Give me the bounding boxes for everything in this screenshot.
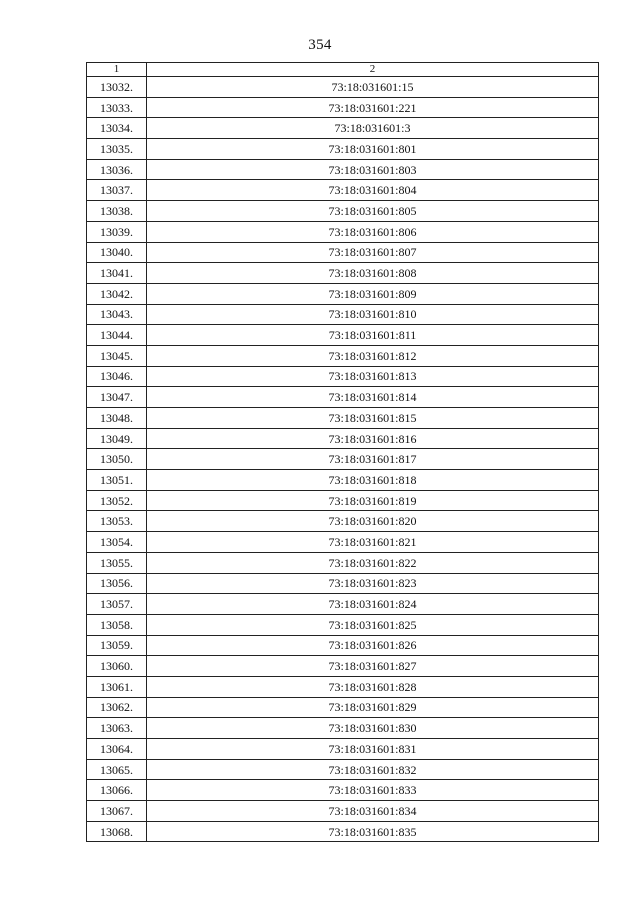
table-row	[87, 821, 599, 842]
cadastral-number-cell: 73:18:031601:834	[147, 801, 599, 822]
row-number-cell: 13062.	[87, 697, 147, 718]
cadastral-table-container	[86, 62, 598, 842]
row-number-cell: 13046.	[87, 366, 147, 387]
table-row	[87, 614, 599, 635]
cadastral-number-cell: 73:18:031601:804	[147, 180, 599, 201]
table-header	[87, 63, 599, 77]
table-row	[87, 718, 599, 739]
row-number-cell: 13066.	[87, 780, 147, 801]
row-number-cell: 13065.	[87, 759, 147, 780]
cadastral-number-cell: 73:18:031601:812	[147, 345, 599, 366]
row-number-cell: 13038.	[87, 201, 147, 222]
table-row	[87, 532, 599, 553]
row-number-cell: 13047.	[87, 387, 147, 408]
row-number-cell: 13056.	[87, 573, 147, 594]
cadastral-number-cell: 73:18:031601:831	[147, 739, 599, 760]
cadastral-number-cell: 73:18:031601:820	[147, 511, 599, 532]
cadastral-number-cell: 73:18:031601:815	[147, 408, 599, 429]
row-number-cell: 13037.	[87, 180, 147, 201]
row-number-cell: 13051.	[87, 470, 147, 491]
row-number-cell: 13045.	[87, 345, 147, 366]
cadastral-number-cell: 73:18:031601:826	[147, 635, 599, 656]
table-row	[87, 139, 599, 160]
page-number: 354	[308, 37, 332, 53]
table-row	[87, 801, 599, 822]
table-row	[87, 263, 599, 284]
row-number-cell: 13063.	[87, 718, 147, 739]
table-row	[87, 221, 599, 242]
table-row	[87, 97, 599, 118]
cadastral-number-cell: 73:18:031601:806	[147, 221, 599, 242]
table-row	[87, 325, 599, 346]
table-row	[87, 408, 599, 429]
cadastral-number-cell: 73:18:031601:811	[147, 325, 599, 346]
table-row	[87, 594, 599, 615]
row-number-cell: 13032.	[87, 77, 147, 98]
row-number-cell: 13035.	[87, 139, 147, 160]
table-row	[87, 780, 599, 801]
cadastral-number-cell: 73:18:031601:803	[147, 159, 599, 180]
row-number-cell: 13068.	[87, 821, 147, 842]
table-row	[87, 159, 599, 180]
cadastral-number-cell: 73:18:031601:818	[147, 470, 599, 491]
header-row	[87, 63, 599, 77]
table-row	[87, 242, 599, 263]
table-row	[87, 739, 599, 760]
table-row	[87, 573, 599, 594]
row-number-cell: 13033.	[87, 97, 147, 118]
row-number-cell: 13048.	[87, 408, 147, 429]
row-number-cell: 13041.	[87, 263, 147, 284]
table-row	[87, 697, 599, 718]
cadastral-number-cell: 73:18:031601:819	[147, 490, 599, 511]
cadastral-number-cell: 73:18:031601:810	[147, 304, 599, 325]
cadastral-number-cell: 73:18:031601:221	[147, 97, 599, 118]
row-number-cell: 13054.	[87, 532, 147, 553]
cadastral-number-cell: 73:18:031601:822	[147, 552, 599, 573]
cadastral-number-cell: 73:18:031601:823	[147, 573, 599, 594]
table-row	[87, 201, 599, 222]
row-number-cell: 13067.	[87, 801, 147, 822]
cadastral-number-cell: 73:18:031601:829	[147, 697, 599, 718]
table-row	[87, 635, 599, 656]
table-row	[87, 283, 599, 304]
cadastral-number-cell: 73:18:031601:805	[147, 201, 599, 222]
cadastral-number-cell: 73:18:031601:816	[147, 428, 599, 449]
row-number-cell: 13061.	[87, 676, 147, 697]
cadastral-number-cell: 73:18:031601:835	[147, 821, 599, 842]
row-number-cell: 13039.	[87, 221, 147, 242]
table-row	[87, 428, 599, 449]
row-number-cell: 13043.	[87, 304, 147, 325]
cadastral-number-cell: 73:18:031601:832	[147, 759, 599, 780]
table-row	[87, 656, 599, 677]
row-number-cell: 13057.	[87, 594, 147, 615]
cadastral-number-cell: 73:18:031601:15	[147, 77, 599, 98]
table-row	[87, 366, 599, 387]
row-number-cell: 13055.	[87, 552, 147, 573]
table-row	[87, 387, 599, 408]
row-number-cell: 13044.	[87, 325, 147, 346]
table-row	[87, 449, 599, 470]
table-row	[87, 345, 599, 366]
cadastral-number-cell: 73:18:031601:813	[147, 366, 599, 387]
row-number-cell: 13052.	[87, 490, 147, 511]
table-row	[87, 490, 599, 511]
table-row	[87, 470, 599, 491]
cadastral-number-cell: 73:18:031601:808	[147, 263, 599, 284]
cadastral-number-cell: 73:18:031601:814	[147, 387, 599, 408]
table-row	[87, 511, 599, 532]
row-number-cell: 13049.	[87, 428, 147, 449]
row-number-cell: 13042.	[87, 283, 147, 304]
cadastral-number-cell: 73:18:031601:824	[147, 594, 599, 615]
cadastral-number-cell: 73:18:031601:828	[147, 676, 599, 697]
column-header-2: 2	[147, 63, 599, 77]
row-number-cell: 13034.	[87, 118, 147, 139]
table-row	[87, 118, 599, 139]
cadastral-number-cell: 73:18:031601:807	[147, 242, 599, 263]
table-body	[87, 77, 599, 842]
cadastral-number-cell: 73:18:031601:825	[147, 614, 599, 635]
table-row	[87, 180, 599, 201]
cadastral-table	[86, 62, 599, 842]
row-number-cell: 13053.	[87, 511, 147, 532]
cadastral-number-cell: 73:18:031601:809	[147, 283, 599, 304]
cadastral-number-cell: 73:18:031601:821	[147, 532, 599, 553]
table-row	[87, 77, 599, 98]
row-number-cell: 13050.	[87, 449, 147, 470]
table-row	[87, 759, 599, 780]
cadastral-number-cell: 73:18:031601:3	[147, 118, 599, 139]
column-header-1: 1	[87, 63, 147, 77]
row-number-cell: 13058.	[87, 614, 147, 635]
row-number-cell: 13040.	[87, 242, 147, 263]
cadastral-number-cell: 73:18:031601:830	[147, 718, 599, 739]
row-number-cell: 13060.	[87, 656, 147, 677]
table-row	[87, 552, 599, 573]
cadastral-number-cell: 73:18:031601:801	[147, 139, 599, 160]
table-row	[87, 304, 599, 325]
row-number-cell: 13059.	[87, 635, 147, 656]
row-number-cell: 13036.	[87, 159, 147, 180]
cadastral-number-cell: 73:18:031601:817	[147, 449, 599, 470]
cadastral-number-cell: 73:18:031601:833	[147, 780, 599, 801]
row-number-cell: 13064.	[87, 739, 147, 760]
table-row	[87, 676, 599, 697]
cadastral-number-cell: 73:18:031601:827	[147, 656, 599, 677]
